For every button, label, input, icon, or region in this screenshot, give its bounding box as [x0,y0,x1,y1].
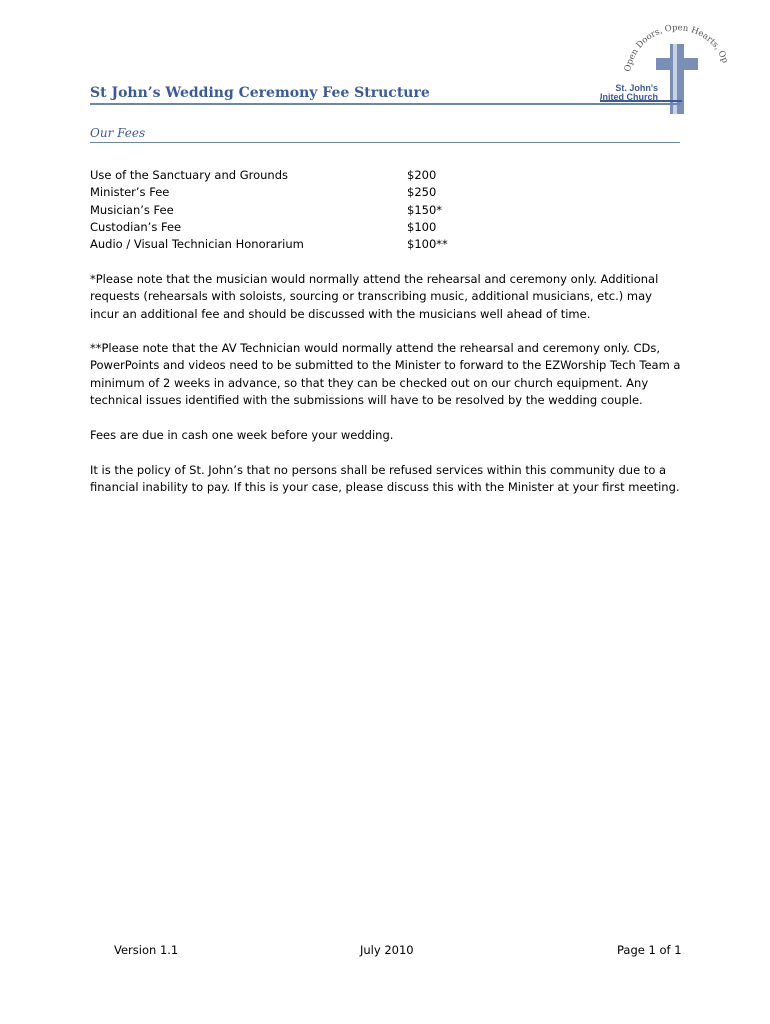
fee-label: Audio / Visual Technician Honorarium [90,237,304,252]
fee-row [90,184,680,201]
fee-row [90,202,680,219]
fee-amount: $250 [407,185,437,200]
fee-row [90,167,680,184]
av-technician-note: **Please note that the AV Technician would normally attend the rehearsal and ceremony only. CDs, PowerPoints and videos need to be submitted to the Minister to forward to the EZWorship Tech Team a minimum of 2 weeks in advance, so that they can be checked out on our church equipment. Any technical issues identified with the submissions will have to be resolved by the wedding couple. [90,341,681,407]
section-divider [90,142,680,143]
section-heading: Our Fees [90,126,146,140]
fee-amount: $150* [407,202,443,217]
musician-note: *Please note that the musician would normally attend the rehearsal and ceremony only. Additional requests (rehearsals with soloists, sourcing or transcribing music, additional musicians, etc.) may incur an additional fee and should be discussed with the musicians well ahead of time. [90,272,659,321]
logo-arc-text: Open Doors, Open Hearts, Op [623,23,730,73]
church-logo [600,14,740,124]
fee-amount: $100** [407,237,448,252]
logo-name-line2: United Church [600,92,658,102]
fee-label: Use of the Sanctuary and Grounds [90,168,288,182]
title-divider [90,103,680,105]
fee-list [90,167,680,253]
fee-label: Minister’s Fee [90,185,170,200]
fee-row [90,219,680,236]
fee-amount: $200 [407,168,437,182]
footer-version: Version 1.1 [114,943,179,957]
fee-amount: $100 [407,219,437,234]
footer-page-number: Page 1 of 1 [617,943,682,957]
policy-note: It is the policy of St. John’s that no persons shall be refused services within this community due to a financial inability to pay. If this is your case, please discuss this with the Minister at your first meeting. [90,463,680,495]
footer-date: July 2010 [360,943,414,957]
document-title: St John’s Wedding Ceremony Fee Structure [90,85,430,101]
fee-row [90,236,680,253]
logo-name-line1: St. John's [615,83,658,93]
payment-note: Fees are due in cash one week before your wedding. [90,428,394,442]
fee-label: Musician’s Fee [90,202,174,217]
fee-label: Custodian’s Fee [90,219,182,234]
